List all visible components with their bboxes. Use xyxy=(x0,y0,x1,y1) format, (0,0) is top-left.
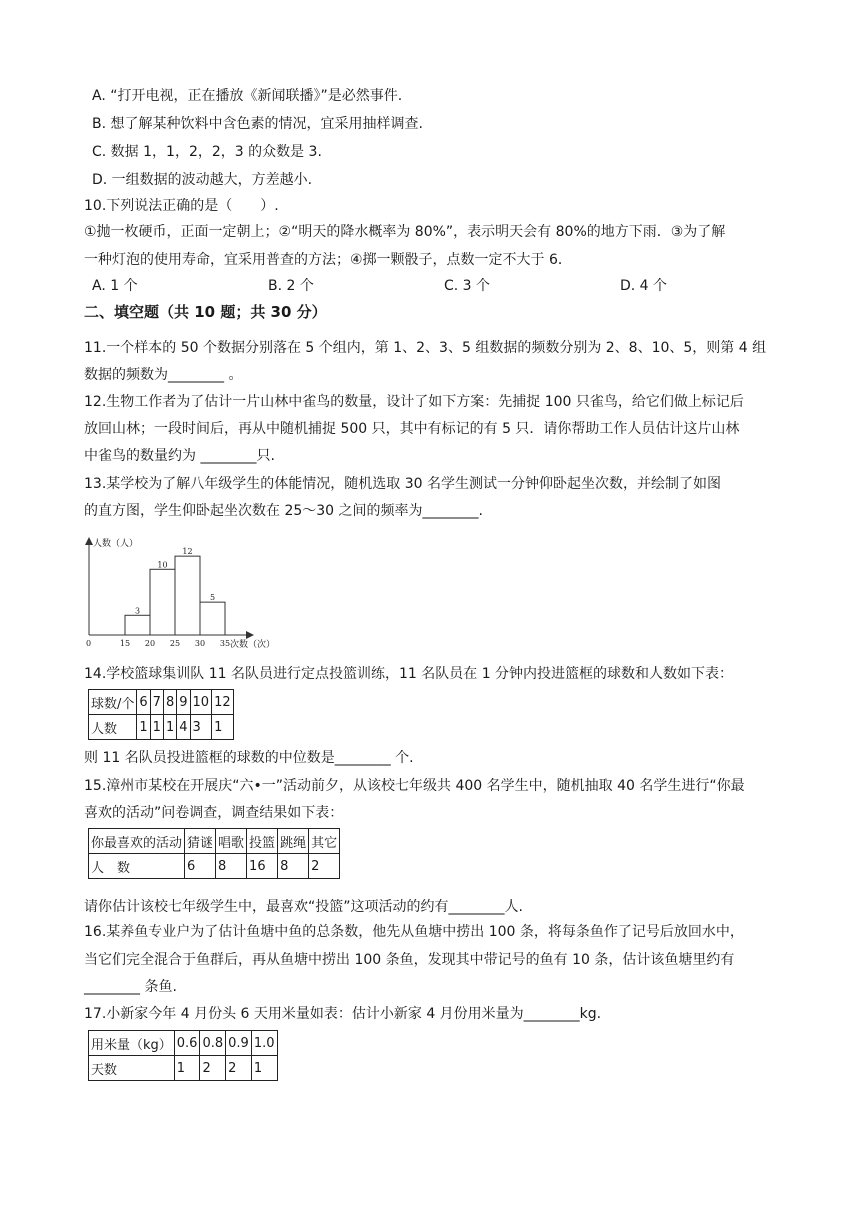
table-cell: 8 xyxy=(163,690,176,715)
table-cell: 跳绳 xyxy=(278,829,309,854)
table-cell: 天数 xyxy=(89,1056,175,1081)
table-row xyxy=(89,715,234,740)
section-heading: 二、填空题（共 10 题；共 30 分） xyxy=(84,303,327,321)
table-cell: 1 xyxy=(212,715,234,740)
q10-option-c: C. 3 个 xyxy=(444,278,491,294)
q14-after: 则 11 名队员投进篮框的球数的中位数是________ 个. xyxy=(84,750,414,766)
table-cell: 用米量（kg） xyxy=(89,1031,175,1056)
table-cell: 你最喜欢的活动 xyxy=(89,829,185,854)
histogram-chart xyxy=(80,535,280,651)
q13-line-1: 13.某学校为了解八年级学生的体能情况，随机选取 30 名学生测试一分钟仰卧起坐次数，并绘制了如图 xyxy=(84,476,721,492)
table-row xyxy=(89,1056,278,1081)
table-cell: 猜谜 xyxy=(185,829,216,854)
table-cell: 0.9 xyxy=(226,1031,252,1056)
table-cell: 1 xyxy=(163,715,176,740)
table-cell: 1 xyxy=(251,1056,277,1081)
q12-line-1: 12.生物工作者为了估计一片山林中雀鸟的数量，设计了如下方案：先捕捉 100 只雀鸟，给它们做上标记后 xyxy=(84,394,744,410)
bar-value-label: 12 xyxy=(182,547,193,557)
histogram-bar xyxy=(125,615,150,635)
q16-line-3: ________ 条鱼. xyxy=(84,979,177,995)
origin-label: 0 xyxy=(86,639,92,648)
table-cell: 6 xyxy=(185,854,216,879)
q12-line-3: 中雀鸟的数量约为 ________只. xyxy=(84,448,275,464)
bar-value-label: 3 xyxy=(134,606,141,616)
q10-option-d: D. 4 个 xyxy=(620,278,668,294)
table-cell: 人 数 xyxy=(89,854,185,879)
q10-option-a: A. 1 个 xyxy=(92,278,138,294)
table-cell: 人数 xyxy=(89,715,137,740)
q14-table xyxy=(88,689,234,740)
q16-line-2: 当它们完全混合于鱼群后，再从鱼塘中捞出 100 条鱼，发现其中带记号的鱼有 10 条，估计该鱼塘里约有 xyxy=(84,952,735,968)
table-cell: 3 xyxy=(190,715,212,740)
table-cell: 1 xyxy=(137,715,150,740)
q11-line-1: 11.一个样本的 50 个数据分别落在 5 个组内，第 1、2、3、5 组数据的频数分别为 2、8、10、5，则第 4 组 xyxy=(84,340,767,356)
q13-line-2: 的直方图，学生仰卧起坐次数在 25～30 之间的频率为________. xyxy=(84,503,483,519)
x-tick-label: 35 xyxy=(219,639,231,648)
q15-after: 请你估计该校七年级学生中，最喜欢“投篮”这项活动的约有________人. xyxy=(84,899,523,915)
table-cell: 其它 xyxy=(309,829,340,854)
table-cell: 0.8 xyxy=(200,1031,226,1056)
q10-line-2: 一种灯泡的使用寿命，宜采用普查的方法；④掷一颗骰子，点数一定不大于 6． xyxy=(84,252,572,268)
q14-line-1: 14.学校篮球集训队 11 名队员进行定点投篮训练，11 名队员在 1 分钟内投进篮框的球数和人数如下表： xyxy=(84,666,734,682)
table-cell: 1 xyxy=(174,1056,200,1081)
q9-option-b: B. 想了解某种饮料中含色素的情况，宜采用抽样调查. xyxy=(92,116,423,132)
x-tick-label: 30 xyxy=(194,639,206,648)
q12-line-2: 放回山林；一段时间后，再从中随机捕捉 500 只，其中有标记的有 5 只．请你帮助工作人员估计这片山林 xyxy=(84,421,740,437)
y-axis-label: 人数（人） xyxy=(93,539,139,549)
x-tick-label: 20 xyxy=(144,639,156,648)
q9-option-d: D. 一组数据的波动越大，方差越小. xyxy=(92,172,313,188)
table-row xyxy=(89,854,340,879)
table-cell: 12 xyxy=(212,690,234,715)
table-cell: 球数/个 xyxy=(89,690,137,715)
table-cell: 唱歌 xyxy=(216,829,247,854)
table-cell: 2 xyxy=(226,1056,252,1081)
table-cell: 4 xyxy=(177,715,190,740)
table-cell: 投篮 xyxy=(247,829,278,854)
table-row xyxy=(89,829,340,854)
q11-line-2: 数据的频数为________ 。 xyxy=(84,367,243,383)
q10-line-1: ①抛一枚硬币，正面一定朝上；②“明天的降水概率为 80%”，表示明天会有 80%的地方下雨．③为了解 xyxy=(84,224,726,240)
table-row xyxy=(89,690,234,715)
table-cell: 9 xyxy=(177,690,190,715)
x-tick-label: 25 xyxy=(169,639,181,648)
table-cell: 0.6 xyxy=(174,1031,200,1056)
q15-line-2: 喜欢的活动”问卷调查，调查结果如下表： xyxy=(84,805,344,821)
table-cell: 8 xyxy=(278,854,309,879)
table-cell: 2 xyxy=(309,854,340,879)
q9-option-c: C. 数据 1，1，2，2，3 的众数是 3. xyxy=(92,144,322,160)
histogram-bar xyxy=(150,569,175,635)
x-tick-label: 15 xyxy=(119,639,131,648)
x-axis-label: 次数（次） xyxy=(230,640,276,650)
table-cell: 16 xyxy=(247,854,278,879)
q15-table xyxy=(88,828,340,879)
table-cell: 10 xyxy=(190,690,212,715)
table-cell: 8 xyxy=(216,854,247,879)
q16-line-1: 16.某养鱼专业户为了估计鱼塘中鱼的总条数，他先从鱼塘中捞出 100 条，将每条鱼作了记号后放回水中， xyxy=(84,924,744,940)
histogram-bar xyxy=(175,556,200,635)
table-cell: 1.0 xyxy=(251,1031,277,1056)
q9-option-a: A. “打开电视，正在播放《新闻联播》”是必然事件. xyxy=(92,88,403,104)
table-cell: 7 xyxy=(150,690,163,715)
q15-line-1: 15.漳州市某校在开展庆“六•一”活动前夕，从该校七年级共 400 名学生中，随机抽取 40 名学生进行“你最 xyxy=(84,778,745,794)
q17-line-1: 17.小新家今年 4 月份头 6 天用米量如表：估计小新家 4 月份用米量为________kg. xyxy=(84,1006,602,1022)
table-cell: 2 xyxy=(200,1056,226,1081)
table-cell: 6 xyxy=(137,690,150,715)
bar-value-label: 5 xyxy=(209,593,216,603)
histogram-bar xyxy=(200,602,225,635)
table-cell: 1 xyxy=(150,715,163,740)
table-row xyxy=(89,1031,278,1056)
bar-value-label: 10 xyxy=(157,560,168,570)
q10-option-b: B. 2 个 xyxy=(268,278,314,294)
q10-stem: 10.下列说法正确的是（ ）. xyxy=(84,198,279,214)
q17-table xyxy=(88,1030,278,1081)
